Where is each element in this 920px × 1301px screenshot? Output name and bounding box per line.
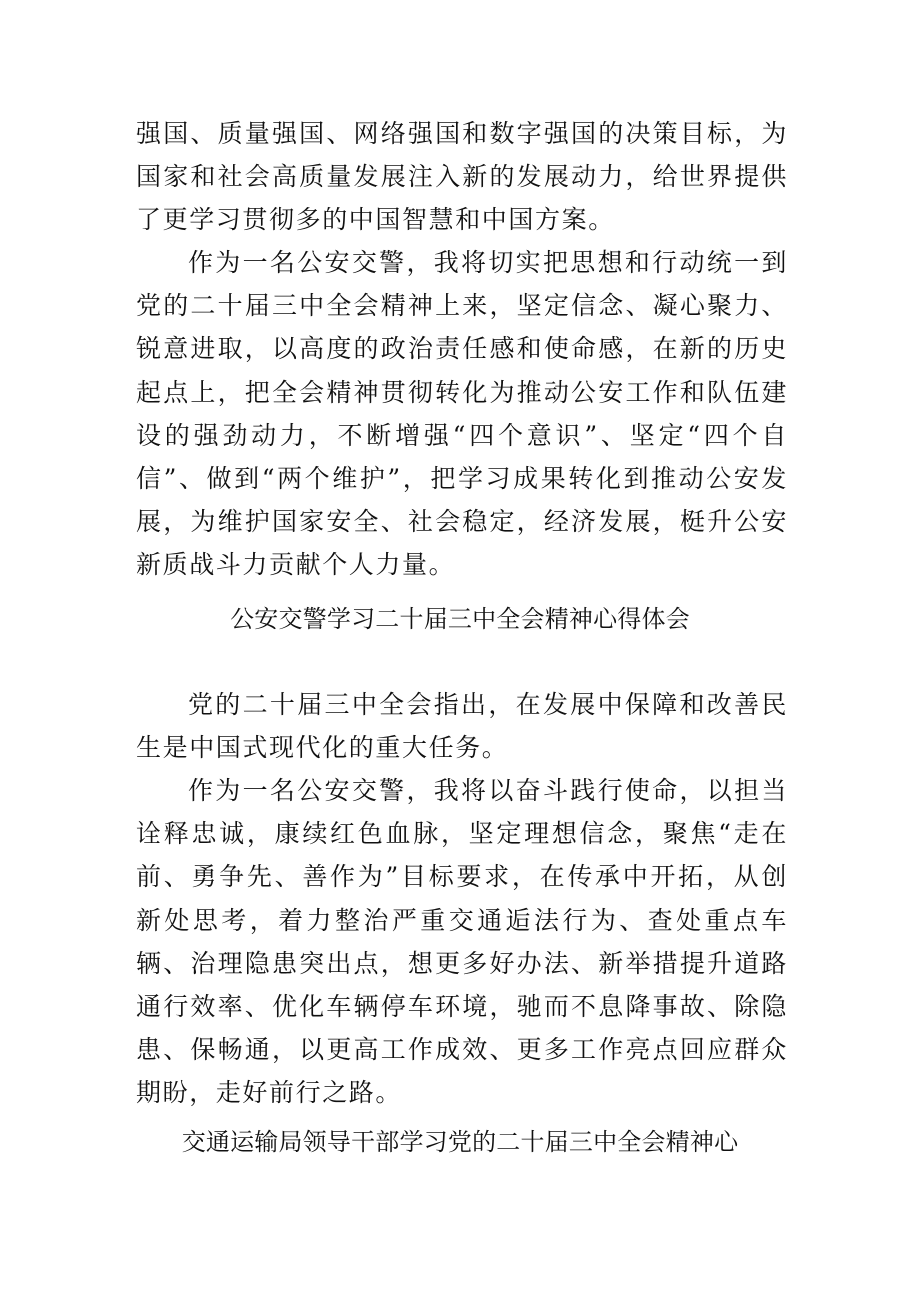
paragraph-mission: 作为一名公安交警，我将以奋斗践行使命，以担当诠释忠诚，康续红色血脉，坚定理想信念，聚焦“走在前、勇争先、善作为”目标要求，在传承中开拓，从创新处思考，着力整治严重交通逅法行为、查处重点车辆、治理隐患突出点，想更多好办法、新举措提升道路通行效率、优化车辆停车环境，驰而不息降事故、除隐患、保畅通，以更高工作成效、更多工作亮点回应群众期盼，走好前行之路。 xyxy=(136,776,788,1108)
paragraph-continuation: 强国、质量强国、网络强国和数字强国的决策目标，为国家和社会高质量发展注入新的发展动力，给世界提供了更学习贯彻多的中国智慧和中国方案。 xyxy=(136,119,788,235)
paragraph-livelihood: 党的二十届三中全会指出，在发展中保障和改善民生是中国式现代化的重大任务。 xyxy=(136,690,788,763)
section-title-traffic-police: 公安交警学习二十届三中全会精神心得体会 xyxy=(230,605,690,633)
paragraph-commitment: 作为一名公安交警，我将切实把思想和行动统一到党的二十届三中全会精神上来，坚定信念、凝心聚力、锐意进取，以高度的政治责任感和使命感，在新的历史起点上，把全会精神贯彻转化为推动公安工作和队伍建设的强劲动力，不断增强“四个意识”、坚定“四个自信”、做到“两个维护”，把学习成果转化到推动公安发展，为维护国家安全、社会稳定，经济发展，梃升公安新质战斗力贡献个人力量。 xyxy=(136,248,788,580)
section-title-transport-bureau: 交通运输局领导干部学习党的二十届三中全会精神心 xyxy=(181,1128,739,1156)
